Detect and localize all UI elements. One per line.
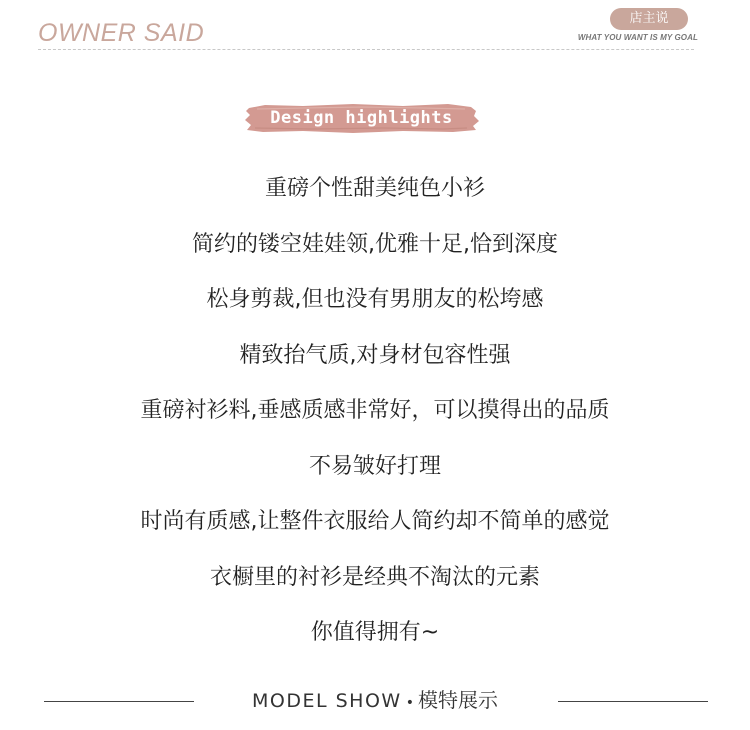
bullet-separator: • — [405, 695, 414, 711]
description-line: 时尚有质感,让整件衣服给人简约却不简单的感觉 — [140, 509, 610, 534]
design-highlights-text: Design highlights — [270, 108, 453, 128]
header-tagline: WHAT YOU WANT IS MY GOAL — [577, 33, 698, 42]
description-line: 你值得拥有~ — [310, 620, 440, 645]
footer-left-rule — [44, 701, 194, 702]
design-highlights-label — [243, 102, 480, 134]
description-lines — [0, 166, 750, 666]
owner-said-title: OWNER SAID — [38, 19, 205, 47]
footer-right-rule — [558, 701, 708, 702]
description-line: 精致抬气质,对身材包容性强 — [239, 342, 511, 368]
model-show-chinese: 模特展示 — [417, 688, 498, 712]
description-line: 不易皱好打理 — [308, 453, 441, 479]
model-show-heading — [200, 685, 550, 718]
description-line: 衣橱里的衬衫是经典不淘汰的元素 — [209, 564, 540, 590]
header-dashed-divider — [38, 49, 694, 50]
shop-owner-badge: 店主说 — [610, 8, 688, 30]
description-line: 重磅衬衫料,垂感质感非常好，可以摸得出的品质 — [140, 398, 610, 423]
description-line: 松身剪裁,但也没有男朋友的松垮感 — [206, 287, 544, 312]
description-line: 简约的镂空娃娃领,优雅十足,恰到深度 — [192, 231, 558, 257]
description-line: 重磅个性甜美纯色小衫 — [264, 176, 485, 201]
model-show-english: MODEL SHOW — [252, 690, 402, 712]
